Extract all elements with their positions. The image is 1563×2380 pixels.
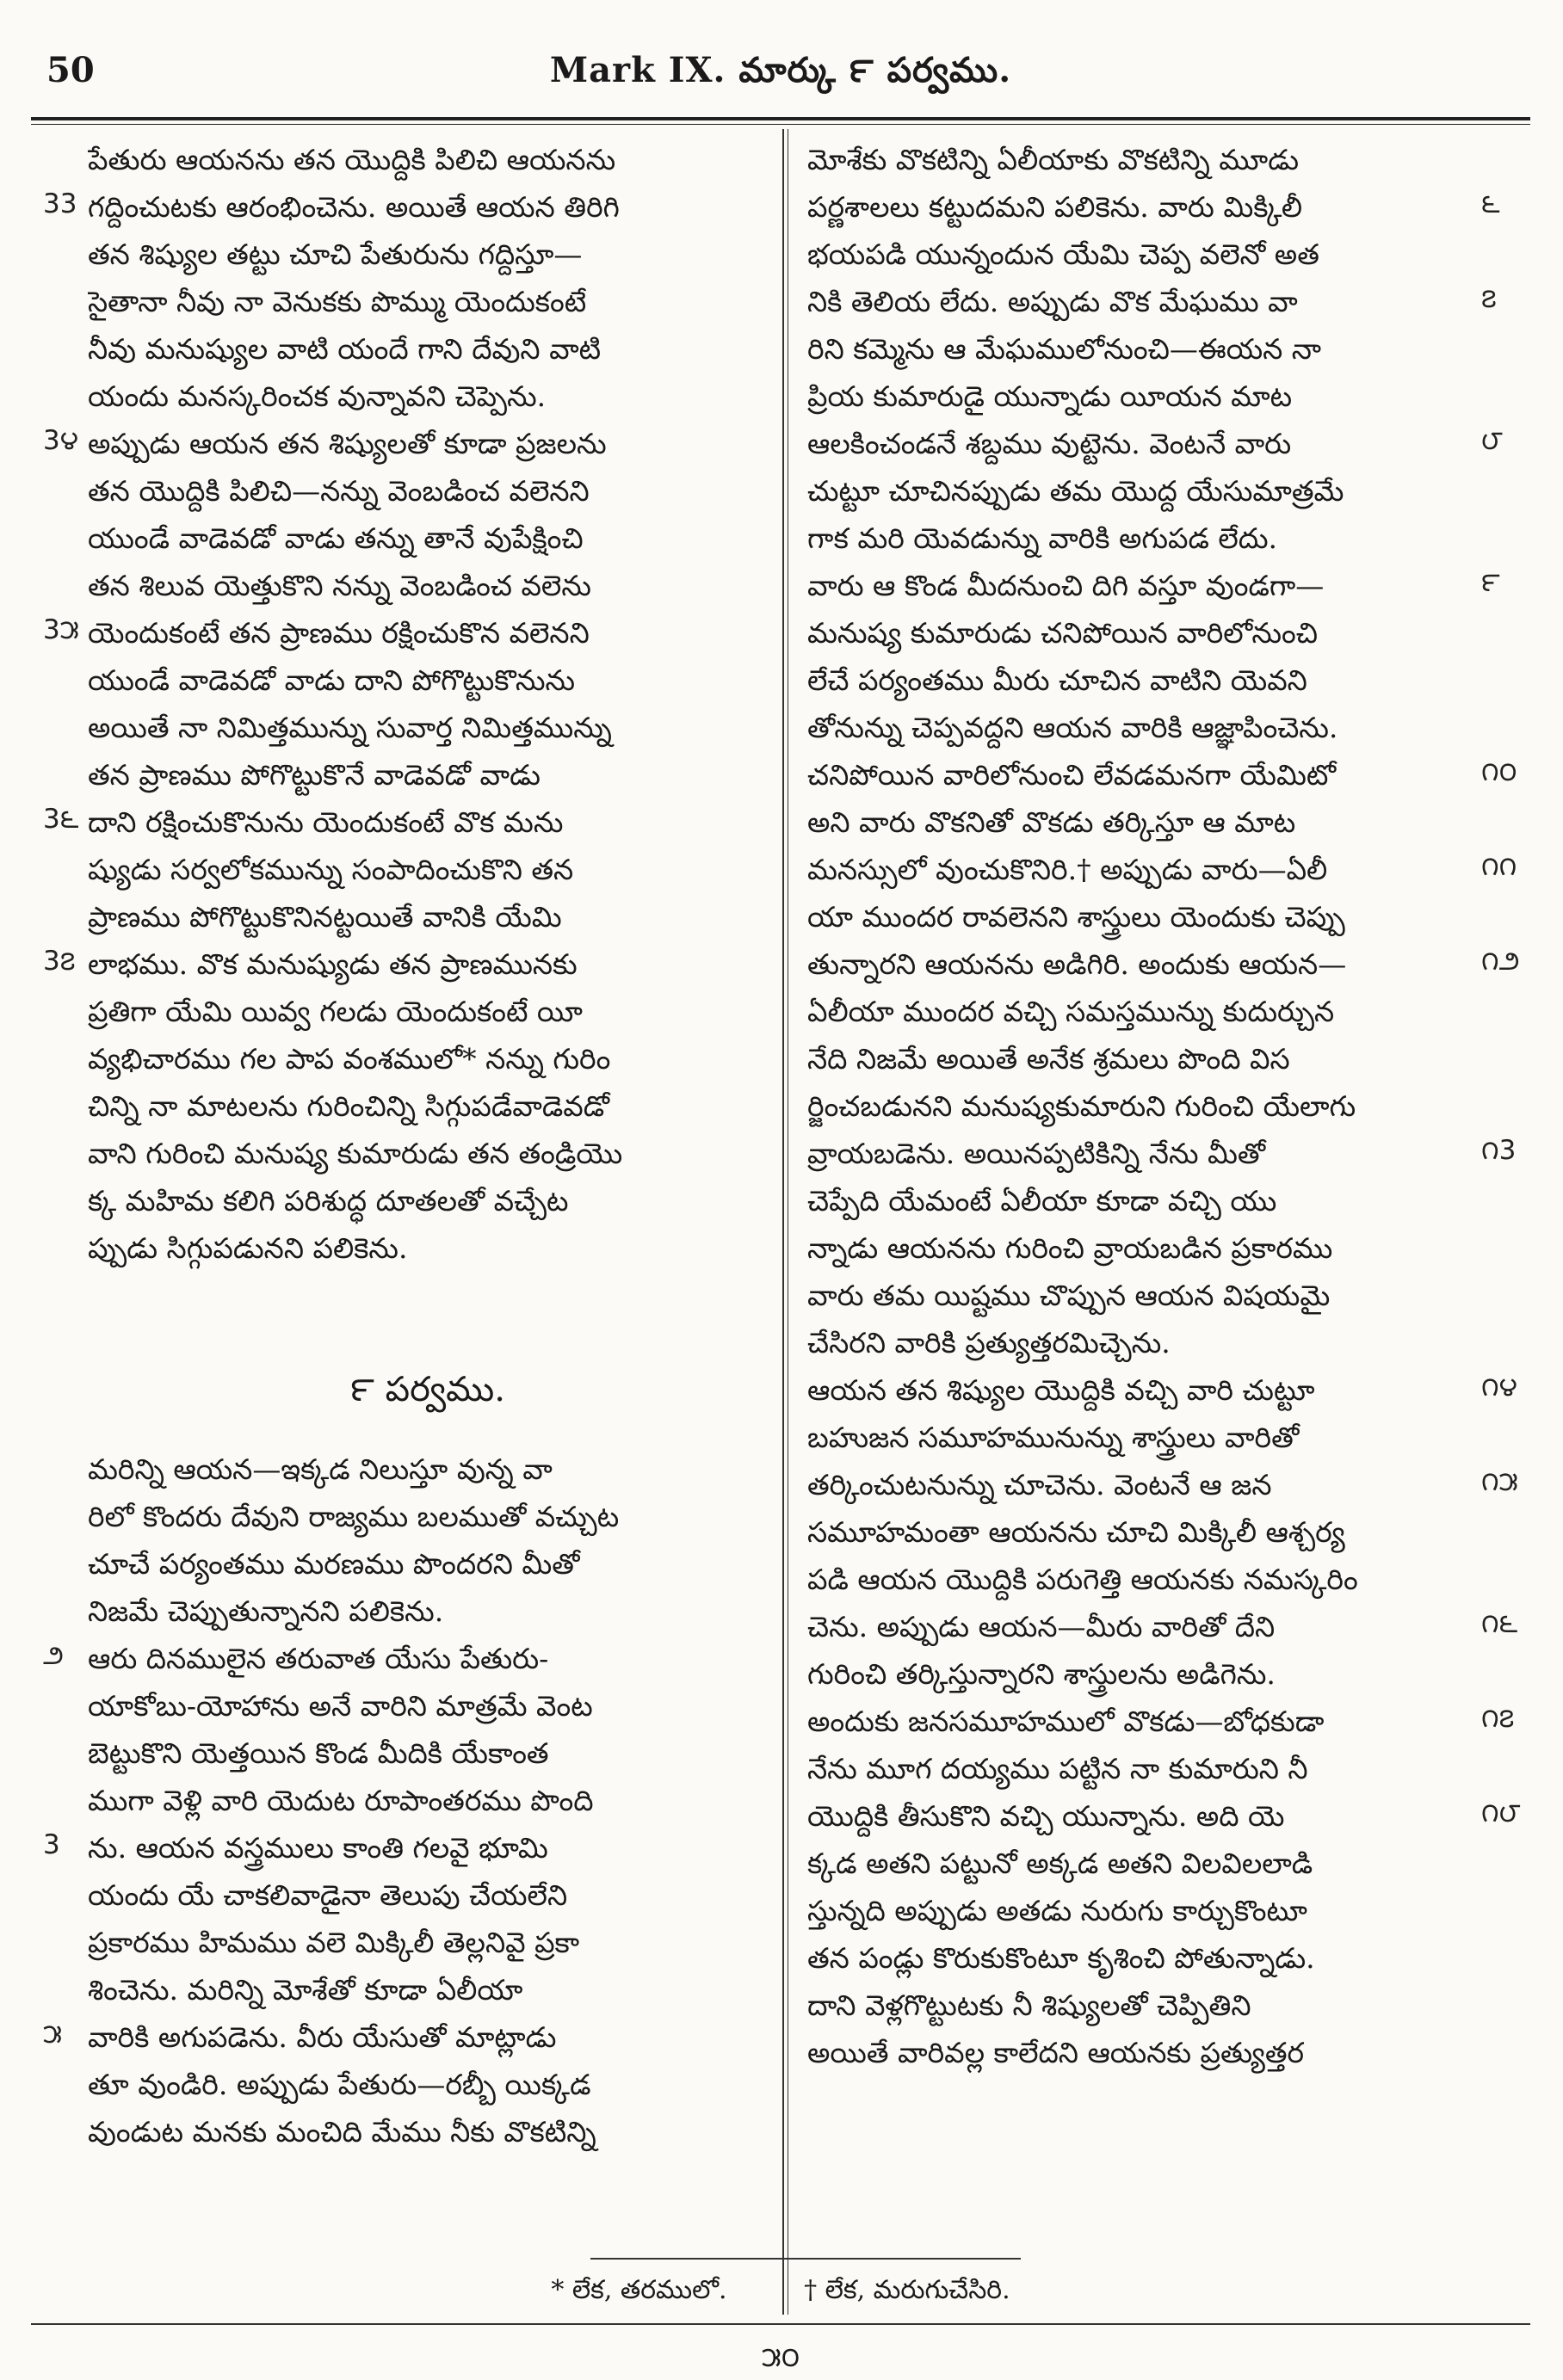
signature-mark: ౫౦ [761,2340,800,2373]
text-line: ఆలకించండనే శబ్దము వుట్టెను. వెంటనే వారు [807,427,1292,460]
verse-number: ౧3 [1481,1135,1517,1166]
text-line: భయపడి యున్నందున యేమి చెప్ప వలెనో అత [807,237,1319,271]
text-line: యాకోబు-యోహాను అనే వారిని మాత్రమే వెంట [88,1689,593,1723]
text-line: నీవు మనుష్యుల వాటి యందే గాని దేవుని వాటి [88,332,602,366]
text-line: యుండే వాడెవడో వాడు దాని పోగొట్టుకొనును [88,663,576,697]
text-line: గద్దించుటకు ఆరంభించెను. అయితే ఆయన తిరిగి [88,190,620,224]
footnote-rule [590,2258,1021,2260]
text-line: వుండుట మనకు మంచిది మేము నీకు వొకటిన్ని [88,2115,596,2149]
verse-number: ౧౦ [1481,756,1517,787]
text-line: యుండే వాడెవడో వాడు తన్ను తానే వుపేక్షించి [88,521,584,555]
chapter-heading: ౯ పర్వము. [350,1370,505,1409]
text-line: నికి తెలియ లేదు. అప్పుడు వొక మేఘము వా [807,285,1298,318]
text-line: దాని రక్షించుకొనును యెందుకంటే వొక మను [88,805,564,839]
footnote: † లేక, మరుగుచేసిరి. [804,2275,1010,2305]
text-line: ప్రతిగా యేమి యివ్వ గలడు యెందుకంటే యీ [88,995,583,1028]
footnotes [31,2275,1530,2311]
text-line: మనుష్య కుమారుడు చనిపోయిన వారిలోనుంచి [807,616,1319,650]
text-line: తున్నారని ఆయనను అడిగిరి. అందుకు ఆయన— [807,947,1347,981]
column-divider [782,129,784,2315]
text-line: ష్యుడు సర్వలోకమున్ను సంపాదించుకొని తన [88,853,574,886]
text-line: అని వారు వొకనితో వొకడు తర్కిస్తూ ఆ మాట [807,805,1296,839]
verse-number: ౯ [1481,567,1500,598]
text-line: ఏలీయా ముందర వచ్చి సమస్తమున్ను కుదుర్చున [807,995,1335,1028]
text-line: తూ వుండిరి. అప్పుడు పేతురు—రబ్బీ యిక్కడ [88,2068,591,2101]
left-column-text [88,136,768,1272]
text-line: యెందుకంటే తన ప్రాణము రక్షించుకొన వలెనని [88,616,590,650]
verse-number: ౫ [43,2019,63,2050]
text-line: పేతురు ఆయనను తన యొద్దికి పిలిచి ఆయనను [88,143,616,176]
text-line: ప్పుడు సిగ్గుపడునని పలికెను. [88,1231,408,1265]
verse-number: ౧౪ [1481,1372,1517,1403]
text-line: శించెను. మరిన్ని మోశేతో కూడా ఏలీయా [88,1973,523,2007]
header-rule [31,117,1530,120]
text-line: బహుజన సమూహమునున్ను శాస్త్రులు వారితో [807,1421,1300,1454]
verse-number: ౭ [1481,283,1497,314]
text-line: సమూహమంతా ఆయనను చూచి మిక్కిలీ ఆశ్చర్య [807,1515,1345,1549]
verse-number: ౧౨ [1481,946,1520,977]
text-line: తన శిష్యుల తట్టు చూచి పేతురును గద్దిస్తూ— [88,237,583,271]
text-line: యందు యే చాకలివాడైనా తెలుపు చేయలేని [88,1878,568,1912]
text-line: ముగా వెళ్లి వారి యెదుట రూపాంతరము పొంది [88,1784,594,1817]
text-line: గురించి తర్కిస్తున్నారని శాస్త్రులను అడిగెను. [807,1657,1276,1691]
verse-number: 3 [43,1829,60,1860]
text-line: చేసిరని వారికి ప్రత్యుత్తరమిచ్చెను. [807,1326,1171,1360]
header-rule-thin [31,124,1530,125]
page-header [31,34,1530,117]
verse-number: ౨ [43,1640,64,1671]
verse-number: ౬ [1481,188,1500,219]
verse-number: ౧౬ [1481,1608,1518,1639]
verse-number: ౧౭ [1481,1703,1515,1734]
text-line: రిని కమ్మెను ఆ మేఘములోనుంచి—ఈయన నా [807,332,1322,366]
text-line: దాని వెళ్లగొట్టుటకు నీ శిష్యులతో చెప్పితిని [807,1988,1251,2022]
text-line: స్తున్నది అప్పుడు అతడు నురుగు కార్చుకొంటూ [807,1894,1307,1927]
text-line: వారు ఆ కొండ మీదనుంచి దిగి వస్తూ వుండగా— [807,569,1325,602]
text-line: సైతానా నీవు నా వెనుకకు పొమ్ము యెందుకంటే [88,285,587,318]
text-line: మరిన్ని ఆయన—ఇక్కడ నిలుస్తూ వున్న వా [88,1452,553,1486]
text-line: ప్రియ కుమారుడై యున్నాడు యీయన మాట [807,379,1293,413]
text-line: వారు తమ యిష్టము చొప్పున ఆయన విషయమై [807,1279,1331,1312]
text-line: ను. ఆయన వస్త్రములు కాంతి గలవై భూమి [88,1831,548,1865]
verse-number: 3౪ [43,425,78,456]
text-line: లేచే పర్యంతము మీరు చూచిన వాటిని యెవని [807,663,1307,697]
text-line: యా ముందర రావలెనని శాస్త్రులు యెందుకు చెప్పు [807,900,1345,934]
text-line: చుట్టూ చూచినప్పుడు తమ యొద్ద యేసుమాత్రమే [807,474,1344,508]
text-line: క్క మహిమ కలిగి పరిశుద్ధ దూతలతో వచ్చేట [88,1184,569,1218]
verse-number: ౧౧ [1481,851,1517,882]
text-line: వ్యభిచారము గల పాప వంశములో* నన్ను గురిం [88,1042,611,1076]
right-column-text [807,136,1479,2076]
text-line: చెను. అప్పుడు ఆయన—మీరు వారితో దేని [807,1610,1276,1643]
text-line: రిలో కొందరు దేవుని రాజ్యము బలముతో వచ్చుట [88,1500,620,1533]
verse-number: 3౭ [43,946,76,977]
text-line: యందు మనస్కరించక వున్నావని చెప్పెను. [88,379,547,413]
document-page [31,34,1530,2373]
text-line: మనస్సులో వుంచుకొనిరి.† అప్పుడు వారు—ఏలీ [807,853,1328,886]
text-line: మోశేకు వొకటిన్ని ఏలీయాకు వొకటిన్ని మూడు [807,143,1300,176]
text-line: బెట్టుకొని యెత్తయిన కొండ మీదికి యేకాంత [88,1736,549,1770]
text-line: అయితే వారివల్ల కాలేదని ఆయనకు ప్రత్యుత్తర [807,2036,1305,2069]
text-line: చిన్ని నా మాటలను గురించిన్ని సిగ్గుపడేవాడెవడో [88,1089,609,1123]
text-line: చనిపోయిన వారిలోనుంచి లేవడమనగా యేమిటో [807,758,1337,792]
text-line: తన యొద్దికి పిలిచి—నన్ను వెంబడించ వలెనని [88,474,590,508]
text-line: పడి ఆయన యొద్దికి పరుగెత్తి ఆయనకు నమస్కరిం [807,1563,1358,1596]
text-line: చెప్పేది యేమంటే ఏలీయా కూడా వచ్చి యు [807,1184,1277,1218]
running-title: Mark IX. మార్కు ౯ పర్వము. [549,50,1012,90]
text-line: నేది నిజమే అయితే అనేక శ్రమలు పొంది విస [807,1042,1290,1076]
text-line: లాభము. వొక మనుష్యుడు తన ప్రాణమునకు [88,947,578,981]
text-line: నిజమే చెప్పుతున్నానని పలికెను. [88,1594,444,1628]
text-line: తర్కించుటనున్ను చూచెను. వెంటనే ఆ జన [807,1468,1272,1501]
text-line: ఆయన తన శిష్యుల యొద్దికి వచ్చి వారి చుట్టూ [807,1373,1315,1407]
verse-number: 3౫ [43,614,79,645]
left-column-text-after-heading [88,1446,768,2155]
text-line: అయితే నా నిమిత్తమున్ను సువార్త నిమిత్తమున్ను [88,711,612,744]
text-line: తన శిలువ యెత్తుకొని నన్ను వెంబడించ వలెను [88,569,591,602]
text-line: తోనున్ను చెప్పవద్దని ఆయన వారికి ఆజ్ఞాపించెను. [807,711,1338,744]
verse-number: ౮ [1481,425,1503,456]
text-line: నేను మూగ దయ్యము పట్టిన నా కుమారుని నీ [807,1752,1308,1785]
text-line: ర్జించబడునని మనుష్యకుమారుని గురించి యేలాగు [807,1089,1356,1123]
text-line: అందుకు జనసమూహములో వొకడు—బోధకుడా [807,1705,1325,1738]
verse-number: 33 [43,188,77,219]
text-line: వారికి అగుపడెను. వీరు యేసుతో మాట్లాడు [88,2020,557,2054]
verse-number: ౧౮ [1481,1797,1521,1828]
text-line: చూచే పర్యంతము మరణము పొందరని మీతో [88,1547,580,1581]
verse-number: ౧౫ [1481,1466,1518,1497]
text-line: వ్రాయబడెను. అయినప్పటికిన్ని నేను మీతో [807,1137,1266,1170]
text-line: న్నాడు ఆయనను గురించి వ్రాయబడిన ప్రకారము [807,1231,1333,1265]
text-line: గాక మరి యెవడున్ను వారికి అగుపడ లేదు. [807,521,1277,555]
text-line: ప్రాణము పోగొట్టుకొనినట్టయితే వానికి యేమి [88,900,562,934]
text-line: క్కడ అతని పట్టునో అక్కడ అతని విలవిలలాడి [807,1847,1313,1880]
text-line: వాని గురించి మనుష్య కుమారుడు తన తండ్రియొ [88,1137,623,1170]
text-line: ప్రకారము హిమము వలె మిక్కిలీ తెల్లనివై ప్రకా [88,1926,580,1959]
text-line: అప్పుడు ఆయన తన శిష్యులతో కూడా ప్రజలను [88,427,607,460]
bottom-rule [31,2323,1530,2325]
page-number: 50 [46,50,95,90]
footnote: * లేక, తరములో. [551,2275,727,2305]
text-line: పర్ణశాలలు కట్టుదమని పలికెను. వారు మిక్కిలీ [807,190,1303,224]
verse-number: 3౬ [43,804,79,835]
text-line: ఆరు దినములైన తరువాత యేసు పేతురు- [88,1642,549,1675]
text-line: తన పండ్లు కొరుకుకొంటూ కృశించి పోతున్నాడు. [807,1941,1315,1975]
text-line: తన ప్రాణము పోగొట్టుకొనే వాడెవడో వాడు [88,758,541,792]
text-line: యొద్దికి తీసుకొని వచ్చి యున్నాను. అది యె [807,1799,1285,1833]
